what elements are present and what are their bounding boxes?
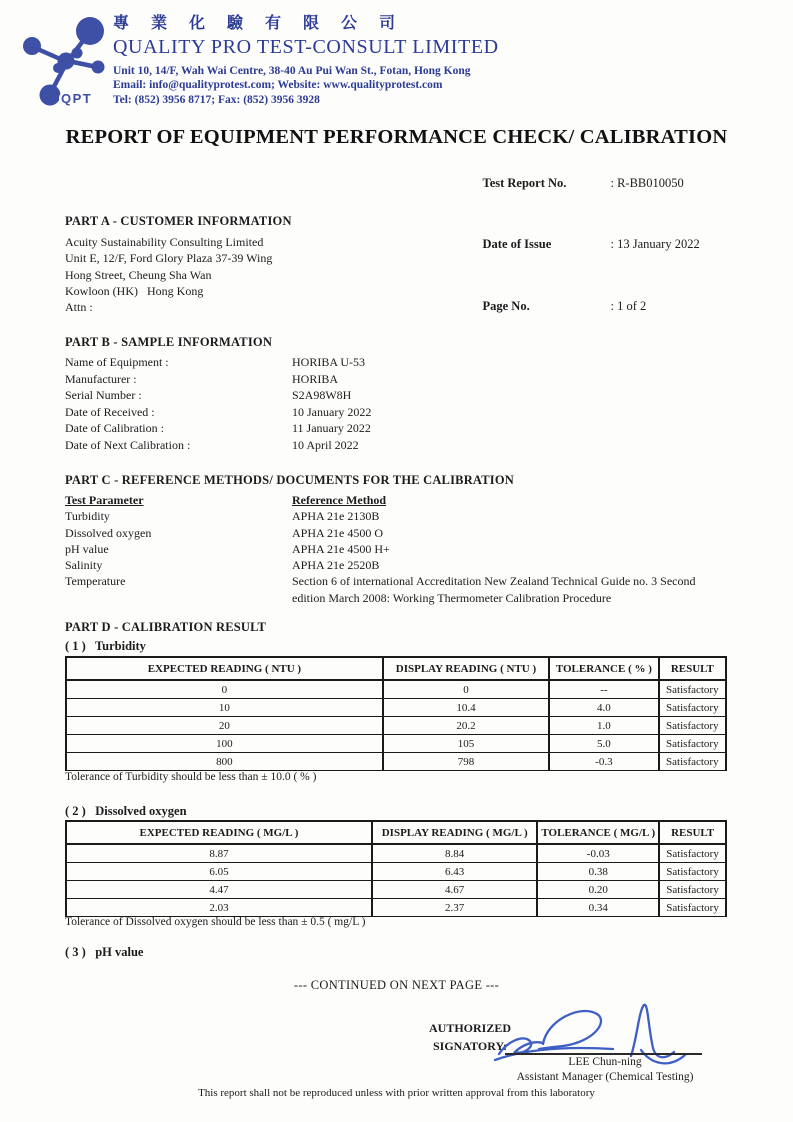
molecule-logo-icon bbox=[10, 6, 110, 106]
company-address: Unit 10, 14/F, Wah Wai Centre, 38-40 Au Pui Wan St., Fotan, Hong Kong bbox=[113, 65, 471, 77]
sample-info-label: Name of Equipment : bbox=[65, 355, 169, 369]
result-cell: Satisfactory bbox=[659, 680, 726, 699]
dissolved-oxygen-section-label: ( 2 ) Dissolved oxygen bbox=[65, 804, 187, 818]
dissolved-oxygen-tolerance-note: Tolerance of Dissolved oxygen should be less than ± 0.5 ( mg/L ) bbox=[65, 916, 366, 928]
result-cell: Satisfactory bbox=[659, 881, 726, 899]
expected-reading-cell: 8.87 bbox=[66, 844, 372, 863]
test-parameter: Temperature bbox=[65, 574, 126, 589]
sample-info-row bbox=[65, 437, 725, 454]
sample-info-label: Date of Received : bbox=[65, 404, 155, 419]
reference-method: APHA 21e 2130B bbox=[292, 509, 380, 524]
part-b-heading: PART B - SAMPLE INFORMATION bbox=[65, 335, 273, 349]
reference-method-row bbox=[65, 557, 721, 573]
turbidity-table-row bbox=[66, 753, 726, 771]
company-contact-block bbox=[113, 64, 499, 107]
page-number-value: : 1 of 2 bbox=[610, 298, 647, 313]
dissolved-oxygen-table-row bbox=[66, 844, 726, 863]
part-c-heading: PART C - REFERENCE METHODS/ DOCUMENTS FOR THE CALIBRATION bbox=[65, 473, 514, 487]
company-name-chinese: 專 業 化 驗 有 限 公 司 bbox=[113, 15, 405, 32]
signature-line bbox=[505, 1053, 702, 1055]
result-cell: Satisfactory bbox=[659, 735, 726, 753]
company-logo bbox=[10, 6, 110, 106]
expected-reading-cell: 10 bbox=[66, 699, 383, 717]
sample-info-value: HORIBA U-53 bbox=[292, 355, 366, 369]
tolerance-cell: -0.03 bbox=[537, 844, 659, 863]
sample-info-label: Date of Calibration : bbox=[65, 421, 164, 436]
test-parameter: Turbidity bbox=[65, 509, 110, 524]
company-email-website: Email: info@qualityprotest.com; Website: www.qualityprotest.com bbox=[113, 79, 443, 92]
page-number-label: Page No. bbox=[482, 298, 530, 313]
do-tolerance-header: TOLERANCE ( MG/L ) bbox=[537, 821, 659, 844]
sample-info-value: 10 January 2022 bbox=[292, 404, 372, 419]
result-cell: Satisfactory bbox=[659, 844, 726, 863]
expected-reading-cell: 100 bbox=[66, 735, 383, 753]
result-cell: Satisfactory bbox=[659, 899, 726, 917]
reference-method: Section 6 of international Accreditation New Zealand Technical Guide no. 3 Second edition March 2008: Working Thermometer Calibration Procedure bbox=[292, 574, 696, 605]
turbidity-table-header-row bbox=[66, 657, 726, 680]
turbidity-result-header: RESULT bbox=[659, 657, 726, 680]
signatory-name: LEE Chun-ning bbox=[568, 1056, 642, 1068]
turbidity-table-row bbox=[66, 735, 726, 753]
dissolved-oxygen-table-row bbox=[66, 863, 726, 881]
turbidity-section-label: ( 1 ) Turbidity bbox=[65, 639, 146, 653]
tolerance-cell: -0.3 bbox=[549, 753, 659, 771]
customer-attn-line: Attn : bbox=[65, 300, 93, 315]
reference-method-row bbox=[65, 525, 721, 541]
display-reading-cell: 6.43 bbox=[372, 863, 537, 881]
report-number-value: : R-BB010050 bbox=[610, 175, 684, 190]
reference-method: APHA 21e 4500 O bbox=[292, 525, 384, 540]
sample-info-row bbox=[65, 404, 725, 421]
test-parameter: Dissolved oxygen bbox=[65, 525, 152, 540]
result-cell: Satisfactory bbox=[659, 753, 726, 771]
result-cell: Satisfactory bbox=[659, 863, 726, 881]
part-b-section bbox=[65, 335, 725, 454]
tolerance-cell: -- bbox=[549, 680, 659, 699]
turbidity-expected-header: EXPECTED READING ( NTU ) bbox=[66, 657, 383, 680]
turbidity-tolerance-note: Tolerance of Turbidity should be less than ± 10.0 ( % ) bbox=[65, 771, 317, 783]
expected-reading-cell: 800 bbox=[66, 753, 383, 771]
do-display-header: DISPLAY READING ( MG/L ) bbox=[372, 821, 537, 844]
sample-info-label: Manufacturer : bbox=[65, 371, 137, 386]
customer-address-line-2: Hong Street, Cheung Sha Wan bbox=[65, 267, 212, 282]
display-reading-cell: 798 bbox=[383, 753, 549, 771]
part-a-heading: PART A - CUSTOMER INFORMATION bbox=[65, 214, 292, 228]
part-c-column-headers bbox=[65, 492, 721, 508]
turbidity-tolerance-header: TOLERANCE ( % ) bbox=[549, 657, 659, 680]
sample-info-value: 10 April 2022 bbox=[292, 437, 359, 452]
document-title: REPORT OF EQUIPMENT PERFORMANCE CHECK/ CALIBRATION bbox=[65, 126, 728, 148]
dissolved-oxygen-table-row bbox=[66, 881, 726, 899]
part-d-heading: PART D - CALIBRATION RESULT bbox=[65, 620, 267, 634]
reference-method: APHA 21e 2520B bbox=[292, 558, 380, 573]
tolerance-cell: 5.0 bbox=[549, 735, 659, 753]
display-reading-cell: 105 bbox=[383, 735, 549, 753]
company-name-english: QUALITY PRO TEST-CONSULT LIMITED bbox=[113, 36, 499, 58]
display-reading-cell: 20.2 bbox=[383, 717, 549, 735]
display-reading-cell: 0 bbox=[383, 680, 549, 699]
expected-reading-cell: 2.03 bbox=[66, 899, 372, 917]
turbidity-table-row bbox=[66, 717, 726, 735]
sample-info-row bbox=[65, 371, 725, 388]
authorized-label: AUTHORIZED bbox=[428, 1021, 511, 1035]
display-reading-cell: 8.84 bbox=[372, 844, 537, 863]
tolerance-cell: 4.0 bbox=[549, 699, 659, 717]
continued-on-next-page: --- CONTINUED ON NEXT PAGE --- bbox=[293, 978, 500, 992]
test-parameter: Salinity bbox=[65, 558, 103, 573]
turbidity-table-row bbox=[66, 680, 726, 699]
sample-info-row bbox=[65, 387, 725, 404]
tolerance-cell: 1.0 bbox=[549, 717, 659, 735]
part-c-rows bbox=[65, 508, 721, 606]
signatory-title: Assistant Manager (Chemical Testing) bbox=[516, 1071, 694, 1083]
dissolved-oxygen-table-header-row bbox=[66, 821, 726, 844]
dissolved-oxygen-table-row bbox=[66, 899, 726, 917]
expected-reading-cell: 0 bbox=[66, 680, 383, 699]
date-of-issue-value: : 13 January 2022 bbox=[610, 237, 700, 251]
customer-address-line-3: Kowloon (HK) Hong Kong bbox=[65, 283, 204, 298]
display-reading-cell: 4.67 bbox=[372, 881, 537, 899]
sample-info-label: Date of Next Calibration : bbox=[65, 437, 191, 452]
customer-address-line-1: Unit E, 12/F, Ford Glory Plaza 37-39 Wing bbox=[65, 251, 273, 266]
reference-method-row bbox=[65, 508, 721, 524]
test-parameter-header: Test Parameter bbox=[65, 493, 144, 507]
reference-method-header: Reference Method bbox=[292, 493, 387, 507]
display-reading-cell: 2.37 bbox=[372, 899, 537, 917]
turbidity-table-row bbox=[66, 699, 726, 717]
turbidity-display-header: DISPLAY READING ( NTU ) bbox=[383, 657, 549, 680]
part-b-rows bbox=[65, 354, 725, 454]
expected-reading-cell: 20 bbox=[66, 717, 383, 735]
sample-info-value: HORIBA bbox=[292, 371, 339, 386]
part-c-section bbox=[65, 473, 721, 606]
customer-name: Acuity Sustainability Consulting Limited bbox=[65, 235, 264, 249]
do-expected-header: EXPECTED READING ( MG/L ) bbox=[66, 821, 372, 844]
do-result-header: RESULT bbox=[659, 821, 726, 844]
sample-info-value: S2A98W8H bbox=[292, 388, 352, 403]
report-disclaimer: This report shall not be reproduced unless with prior written approval from this laboratory bbox=[198, 1087, 595, 1099]
expected-reading-cell: 4.47 bbox=[66, 881, 372, 899]
part-a-section bbox=[65, 214, 705, 315]
logo-qpt-text: QPT bbox=[61, 91, 93, 106]
result-cell: Satisfactory bbox=[659, 717, 726, 735]
date-of-issue-label: Date of Issue bbox=[482, 237, 552, 251]
turbidity-table bbox=[65, 656, 727, 771]
sample-info-row bbox=[65, 420, 725, 437]
reference-method-row bbox=[65, 541, 721, 557]
sample-info-label: Serial Number : bbox=[65, 388, 142, 403]
reference-method-row bbox=[65, 573, 721, 606]
signatory-label: SIGNATORY: bbox=[432, 1038, 508, 1053]
reference-method: APHA 21e 4500 H+ bbox=[292, 541, 390, 556]
tolerance-cell: 0.20 bbox=[537, 881, 659, 899]
ph-value-section-label: ( 3 ) pH value bbox=[65, 945, 144, 959]
sample-info-value: 11 January 2022 bbox=[292, 421, 371, 436]
result-cell: Satisfactory bbox=[659, 699, 726, 717]
sample-info-row bbox=[65, 354, 725, 371]
expected-reading-cell: 6.05 bbox=[66, 863, 372, 881]
report-number-label: Test Report No. bbox=[482, 175, 567, 190]
tolerance-cell: 0.34 bbox=[537, 899, 659, 917]
test-parameter: pH value bbox=[65, 541, 109, 556]
tolerance-cell: 0.38 bbox=[537, 863, 659, 881]
display-reading-cell: 10.4 bbox=[383, 699, 549, 717]
report-number-row bbox=[470, 152, 700, 214]
company-phone-fax: Tel: (852) 3956 8717; Fax: (852) 3956 3928 bbox=[113, 93, 320, 106]
dissolved-oxygen-table bbox=[65, 820, 727, 917]
letterhead bbox=[113, 13, 499, 107]
